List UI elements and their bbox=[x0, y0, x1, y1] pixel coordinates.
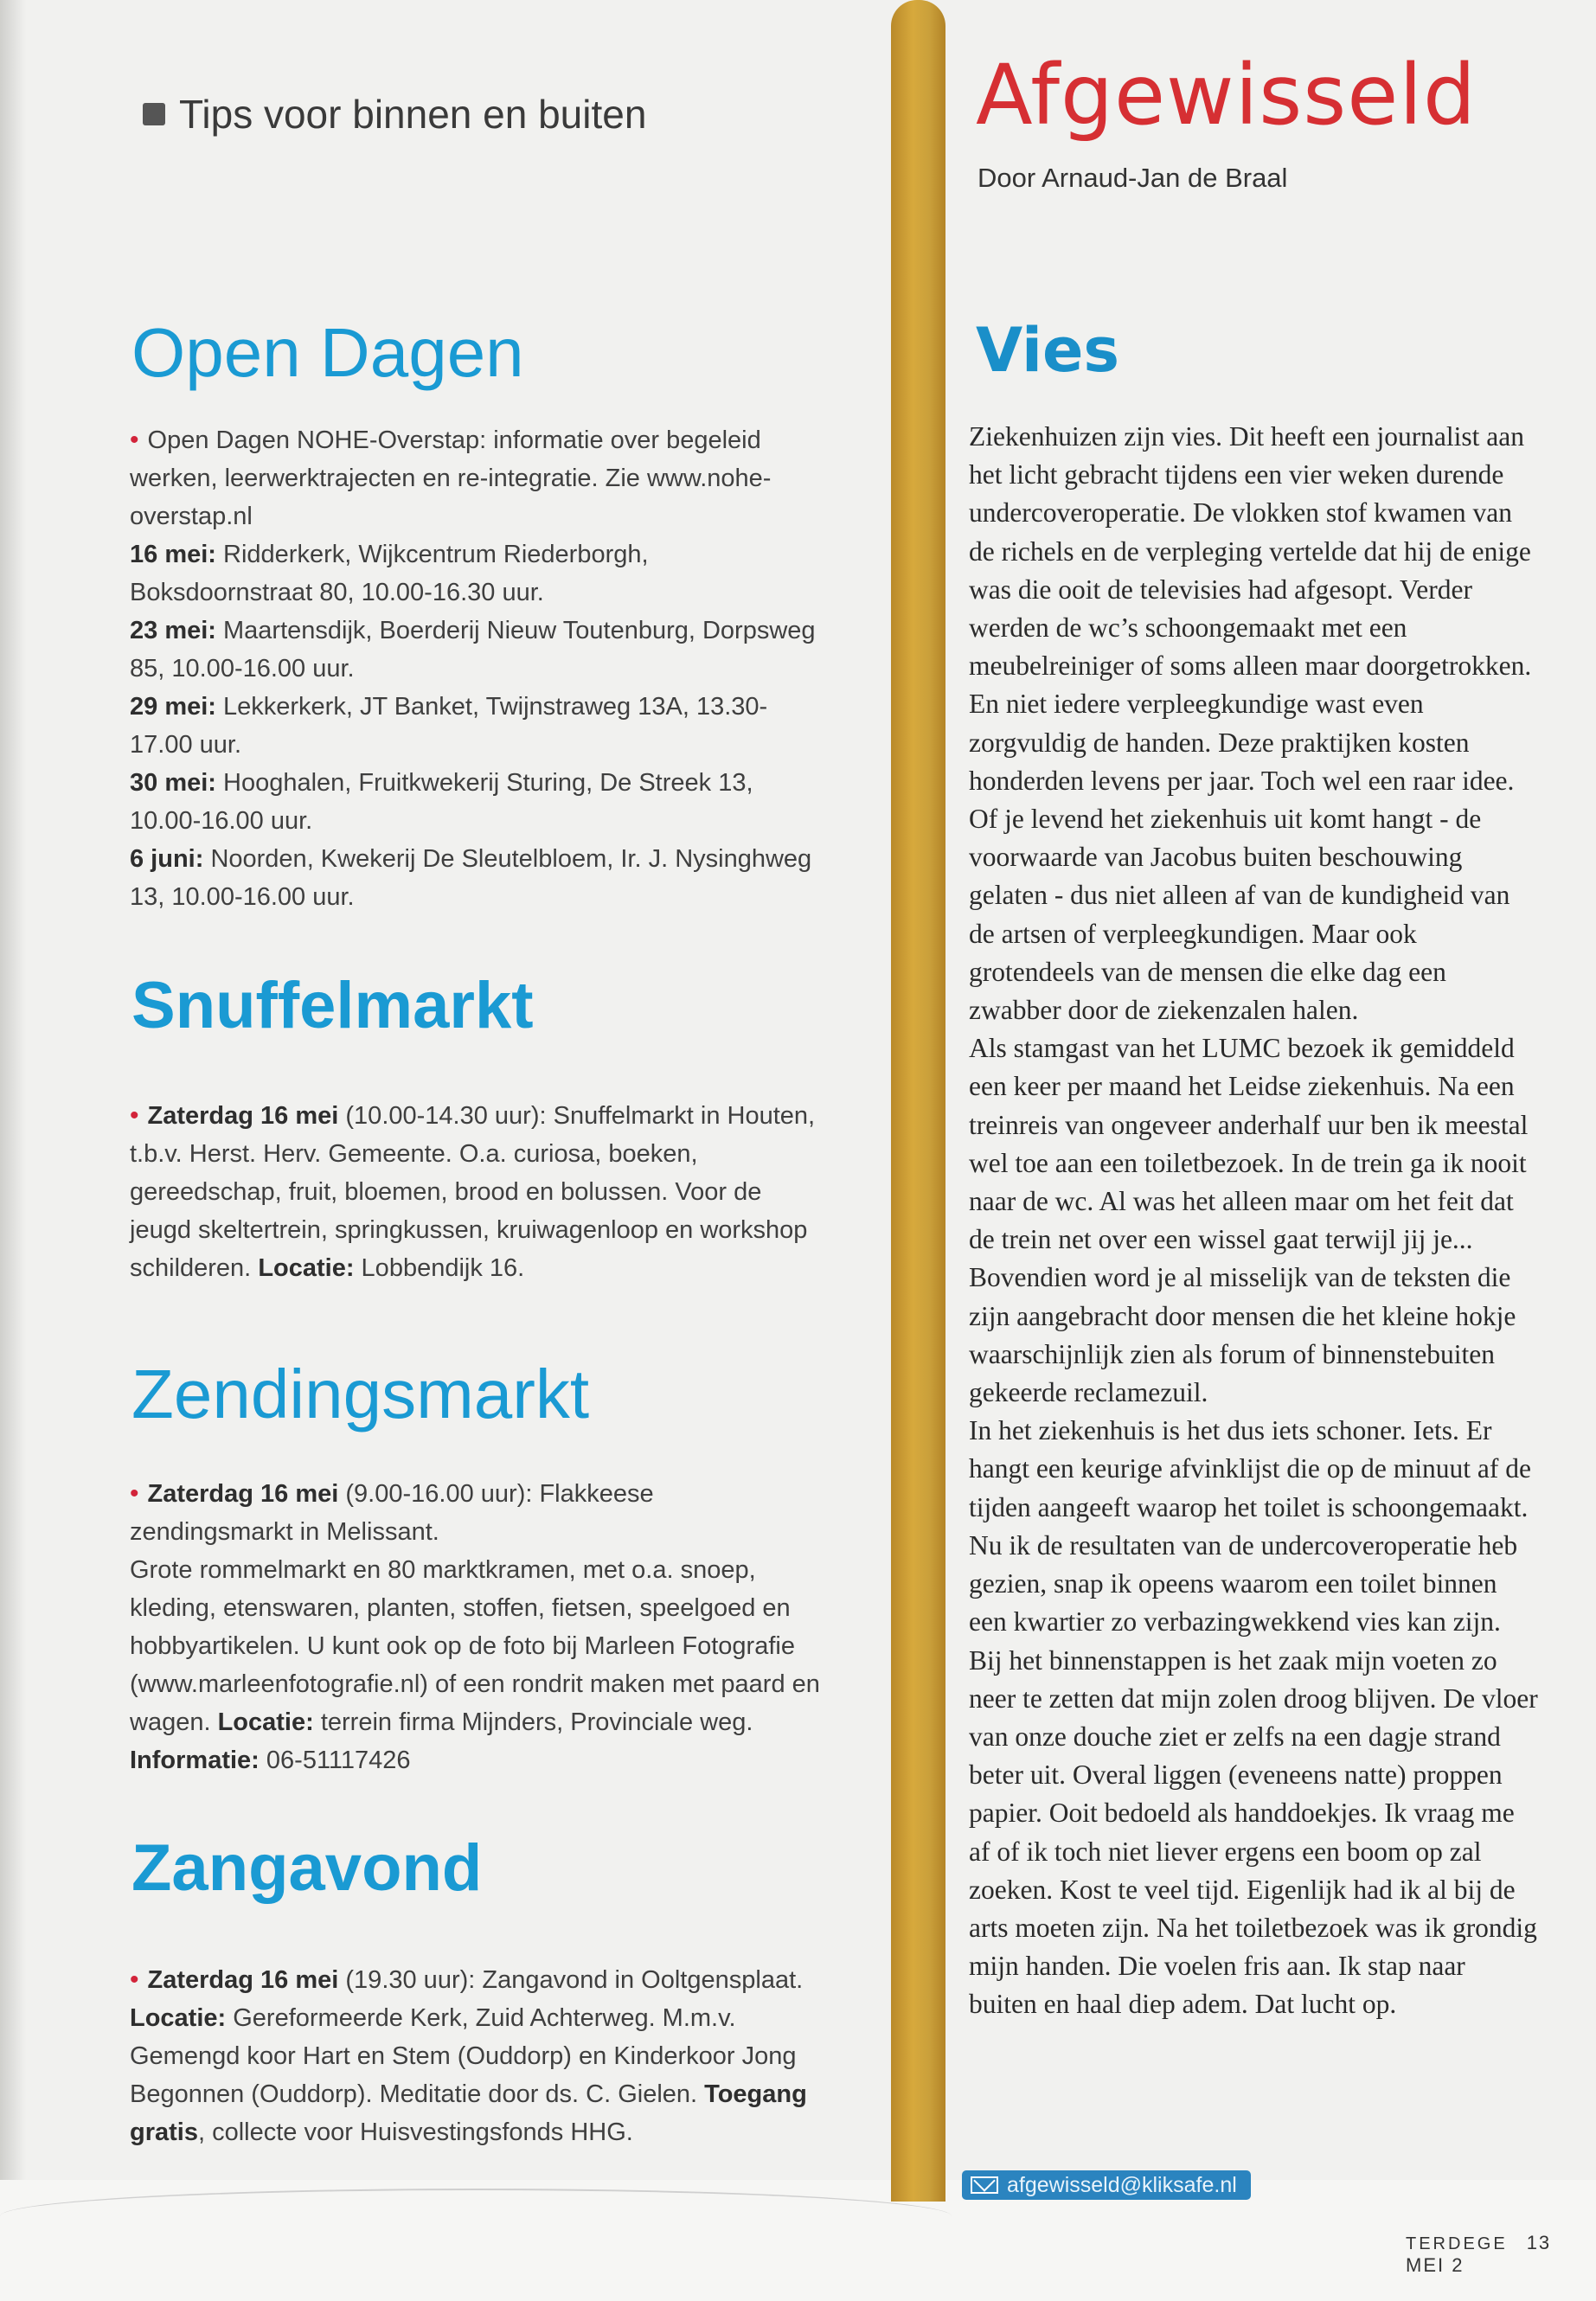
page-number: 13 MEI 2 bbox=[1406, 2232, 1552, 2276]
section-label-text: Tips voor binnen en buiten bbox=[179, 92, 647, 137]
bullet-icon: • bbox=[130, 1965, 139, 1994]
column-title: Afgewisseld bbox=[976, 47, 1477, 144]
list-item: 23 mei: Maartensdijk, Boerderij Nieuw Toutenburg, Dorpsweg 85, 10.00-16.00 uur. bbox=[130, 617, 816, 683]
bullet-icon: • bbox=[130, 1101, 139, 1130]
envelope-icon bbox=[971, 2176, 998, 2194]
heading-open-dagen: Open Dagen bbox=[131, 314, 524, 391]
email-link[interactable] bbox=[962, 2170, 1251, 2200]
gold-divider bbox=[891, 0, 945, 2202]
open-dagen-intro: • Open Dagen NOHE-Overstap: informatie over begeleid werken, leerwerktrajecten en re-integratie. Zie www.nohe-overstap.nl bbox=[130, 426, 772, 530]
email-address: afgewisseld@kliksafe.nl bbox=[1007, 2172, 1237, 2197]
page-edge bbox=[0, 0, 26, 2301]
magazine-name: TERDEGE bbox=[1406, 2234, 1508, 2253]
heading-snuffelmarkt: Snuffelmarkt bbox=[131, 969, 534, 1042]
byline: Door Arnaud-Jan de Braal bbox=[977, 163, 1288, 193]
open-dagen-body bbox=[130, 421, 822, 916]
snuffelmarkt-body: • Zaterdag 16 mei (10.00-14.30 uur): Snuffelmarkt in Houten, t.b.v. Herst. Herv. Gemeente. O.a. curiosa, boeken, gereedschap, fruit, bloemen, brood en bolussen. Voor de jeugd skeltertrein, springkussen, kruiwagenloop en workshop schilderen. Locatie: Lobbendijk 16. bbox=[130, 1101, 816, 1282]
article-title: Vies bbox=[976, 315, 1120, 386]
list-item: 16 mei: Ridderkerk, Wijkcentrum Riederborgh, Boksdoornstraat 80, 10.00-16.30 uur. bbox=[130, 541, 649, 606]
section-label bbox=[143, 91, 646, 138]
bullet-icon: • bbox=[130, 1479, 139, 1508]
article-paragraph: Als stamgast van het LUMC bezoek ik gemiddeld een keer per maand het Leidse ziekenhuis. Na een treinreis van ongeveer anderhalf uur ben ik meestal wel toe aan een toiletbezoek. In de trein ga ik nooit naar de wc. Al was het alleen maar om het feit dat de trein net over een wissel gaat terwijl jij je... Bovendien word je al misselijk van de teksten die zijn aangebracht door mensen die het kleine hokje waarschijnlijk zien als forum of binnenstebuiten gekeerde reclamezuil. bbox=[969, 1033, 1529, 1408]
bullet-icon: • bbox=[130, 426, 139, 454]
list-item: 6 juni: Noorden, Kwekerij De Sleutelbloem, Ir. J. Nysinghweg 13, 10.00-16.00 uur. bbox=[130, 845, 812, 911]
square-bullet-icon bbox=[143, 103, 165, 125]
article-body bbox=[969, 418, 1540, 2024]
heading-zangavond: Zangavond bbox=[131, 1831, 483, 1905]
zendingsmarkt-body: • Zaterdag 16 mei (9.00-16.00 uur): Flakkeese zendingsmarkt in Melissant. Grote rommelmarkt en 80 marktkramen, met o.a. snoep, kleding, etenswaren, planten, stoffen, fietsen, speelgoed en hobbyartikelen. U kunt ook op de foto bij Marleen Fotografie (www.marleenfotografie.nl) of een rondrit maken met paard en wagen. Locatie: terrein firma Mijnders, Provinciale weg. Informatie: 06-51117426 bbox=[130, 1479, 820, 1774]
list-item: 29 mei: Lekkerkerk, JT Banket, Twijnstraweg 13A, 13.30-17.00 uur. bbox=[130, 693, 768, 759]
list-item: 30 mei: Hooghalen, Fruitkwekerij Sturing, De Streek 13, 10.00-16.00 uur. bbox=[130, 769, 753, 835]
article-paragraph: In het ziekenhuis is het dus iets schoner. Iets. Er hangt een keurige afvinklijst die op de minuut af de tijden aangeeft waarop het toilet is schoongemaakt. Nu ik de resultaten van de undercoveroperatie heb gezien, snap ik opeens waarom een toilet binnen een kwartier zo verbazingwekkend vies kan zijn. Bij het binnenstappen is het zaak mijn voeten zo neer te zetten dat mijn zolen droog blijven. De vloer van onze douche ziet er zelfs na een dagje strand beter uit. Overal liggen (eveneens natte) proppen papier. Ooit bedoeld als handdoekjes. Ik vraag me af of ik toch niet liever ergens een boom op zal zoeken. Kost te veel tijd. Eigenlijk had ik al bij de arts moeten zijn. Na het toiletbezoek was ik grondig mijn handen. Die voelen fris aan. Ik stap naar buiten en haal diep adem. Dat lucht op. bbox=[969, 1415, 1538, 2020]
page-footer bbox=[1406, 2232, 1596, 2277]
article-paragraph: Ziekenhuizen zijn vies. Dit heeft een journalist aan het licht gebracht tijdens een vier weken durende undercoveroperatie. De vlokken stof kwamen van de richels en de verpleging vertelde dat hij de enige was die ooit de televisies had afgesopt. Verder werden de wc’s schoongemaakt met een meubelreiniger of soms alleen maar doorgetrokken. En niet iedere verpleegkundige wast even zorgvuldig de handen. Deze praktijken kosten honderden levens per jaar. Toch wel een raar idee. Of je levend het ziekenhuis uit komt hangt - de voorwaarde van Jacobus buiten beschouwing gelaten - dus niet alleen af van de kundigheid van de artsen of verpleegkundigen. Maar ook grotendeels van de mensen die elke dag een zwabber door de ziekenzalen halen. bbox=[969, 421, 1532, 1026]
zangavond-body: • Zaterdag 16 mei (19.30 uur): Zangavond in Ooltgensplaat. Locatie: Gereformeerde Kerk, Zuid Achterweg. M.m.v. Gemengd koor Hart en Stem (Ouddorp) en Kinderkoor Jong Begonnen (Ouddorp). Meditatie door ds. C. Gielen. Toegang gratis, collecte voor Huisvestingsfonds HHG. bbox=[130, 1965, 807, 2146]
heading-zendingsmarkt: Zendingsmarkt bbox=[131, 1356, 590, 1433]
